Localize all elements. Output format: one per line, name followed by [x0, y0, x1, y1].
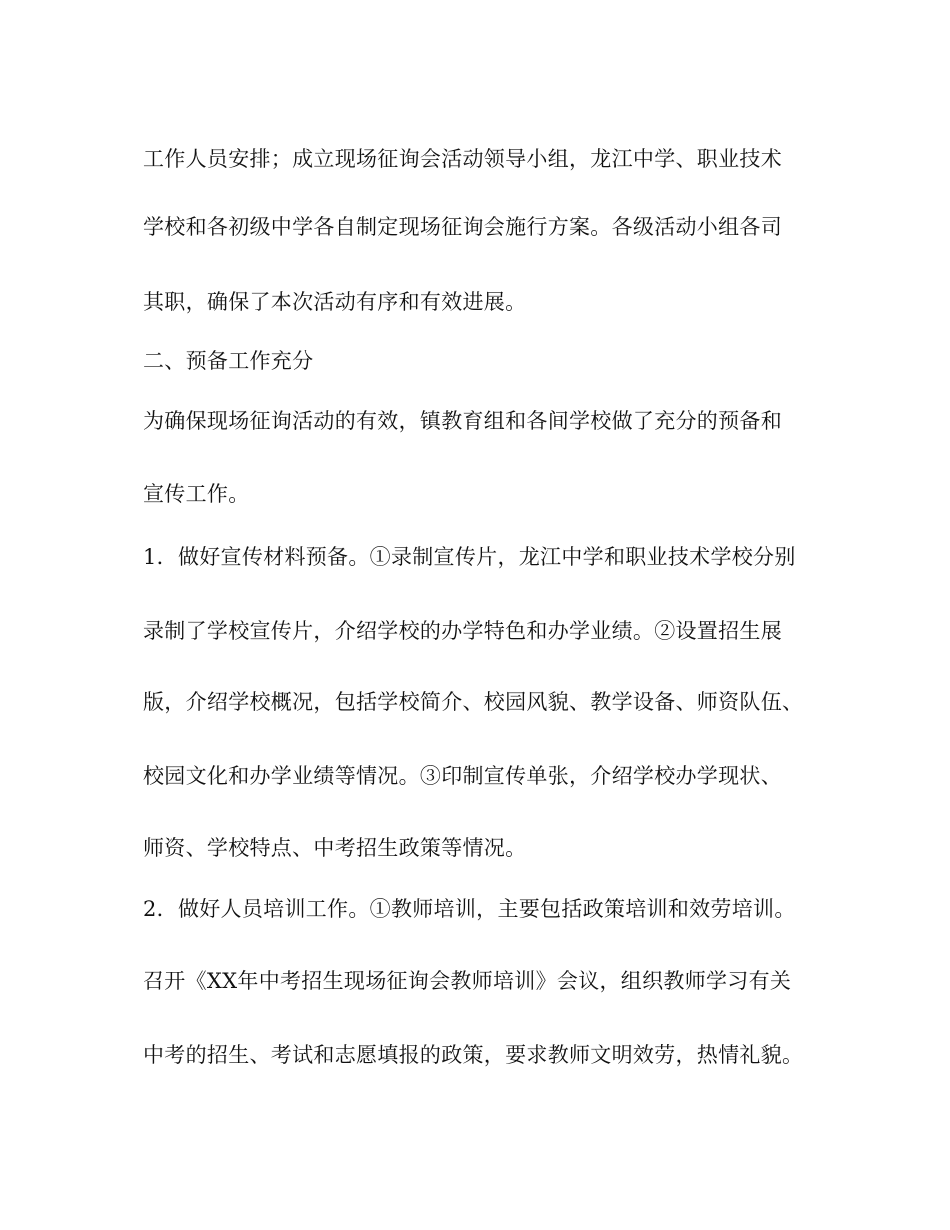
paragraph-line: 版，介绍学校概况，包括学校简介、校园风貌、教学设备、师资队伍、 [143, 690, 804, 714]
paragraph-line: 录制了学校宣传片，介绍学校的办学特色和办学业绩。②设置招生展 [143, 619, 782, 643]
paragraph-line: 工作人员安排；成立现场征询会活动领导小组，龙江中学、职业技术 [143, 147, 782, 171]
section-heading: 二、预备工作充分 [143, 349, 314, 373]
paragraph-line: 学校和各初级中学各自制定现场征询会施行方案。各级活动小组各司 [143, 215, 782, 239]
paragraph-line: 召开《XX年中考招生现场征询会教师培训》会议，组织教师学习有关 [143, 969, 792, 993]
paragraph-line: 中考的招生、考试和志愿填报的政策，要求教师文明效劳，热情礼貌。 [143, 1043, 804, 1067]
paragraph-line: 其职，确保了本次活动有序和有效进展。 [143, 290, 527, 314]
paragraph-line: 校园文化和办学业绩等情况。③印制宣传单张，介绍学校办学现状、 [143, 764, 782, 788]
list-item-line: 1．做好宣传材料预备。①录制宣传片，龙江中学和职业技术学校分别 [143, 545, 796, 569]
paragraph-line: 宣传工作。 [143, 482, 250, 506]
paragraph-line: 为确保现场征询活动的有效，镇教育组和各间学校做了充分的预备和 [143, 409, 782, 433]
list-item-line: 2．做好人员培训工作。①教师培训，主要包括政策培训和效劳培训。 [143, 897, 796, 921]
paragraph-line: 师资、学校特点、中考招生政策等情况。 [143, 836, 527, 860]
